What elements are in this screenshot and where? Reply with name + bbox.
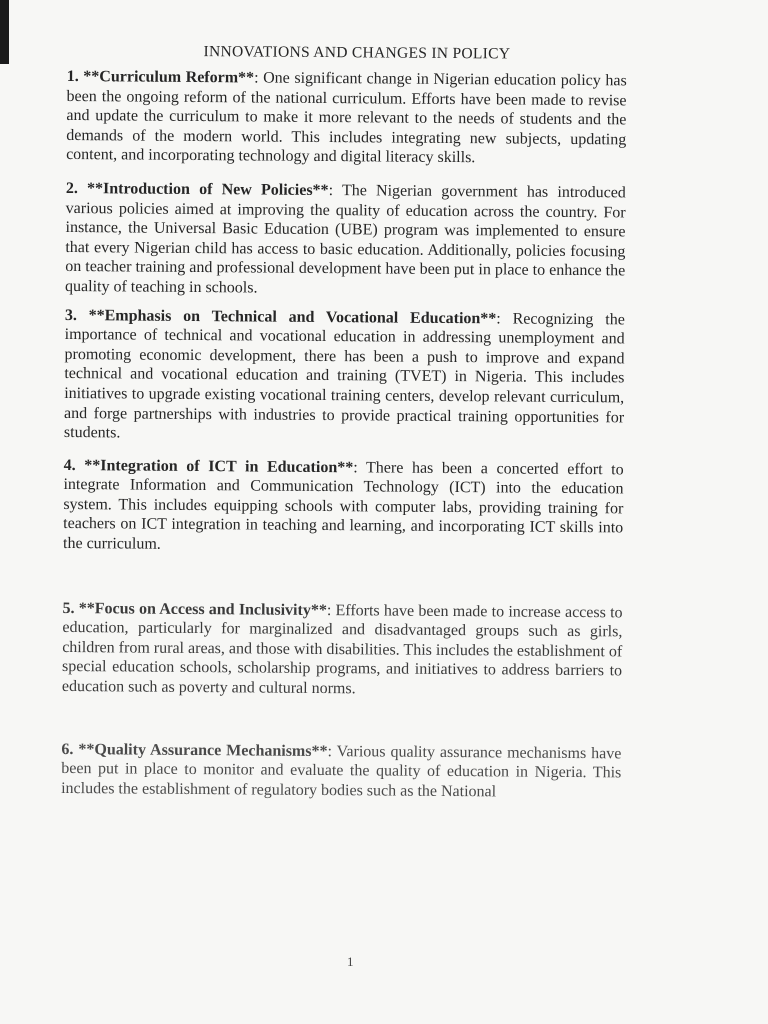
- section-heading: 1. **Curriculum Reform**: [66, 67, 255, 87]
- section-body: : Efforts have been made to increase access to education, particularly for marginalized and disadvantaged groups such as girls, children from rural areas, and those with disabilities. This includes the establishment of special education schools, scholarship programs, and initiatives to address barriers to education such as poverty and cultural norms.: [61, 601, 623, 698]
- page-number: 1: [347, 954, 354, 969]
- section-new-policies: [65, 179, 626, 301]
- section-body: : One significant change in Nigerian education policy has been the ongoing reform of the national curriculum. Efforts have been made to revise and update the curriculum to make it more relevant to the needs of students and the demands of the modern world. This includes integrating new subjects, updating content, and incorporating technology and digital literacy skills.: [66, 69, 627, 167]
- document-page: [61, 42, 627, 803]
- section-heading: 2. **Introduction of New Policies**: [65, 179, 329, 200]
- section-technical-vocational: [64, 306, 625, 448]
- section-heading: 5. **Focus on Access and Inclusivity**: [62, 599, 327, 619]
- section-body: : There has been a concerted effort to integrate Information and Communication Technology (ICT) into the education system. This includes equipping schools with computer labs, providing training for teachers on ICT integration in teaching and learning, and incorporating ICT skills into the curriculum.: [62, 458, 624, 553]
- section-body: : Various quality assurance mechanisms have been put in place to monitor and evaluate the quality of education in Nigeria. This includes the establishment of regulatory bodies such as the National: [61, 742, 622, 801]
- section-heading: 6. **Quality Assurance Mechanisms**: [61, 740, 328, 760]
- section-body: : The Nigerian government has introduced various policies aimed at improving the quality of education across the country. For instance, the Universal Basic Education (UBE) program was implemented to ensure that every Nigerian child has access to basic education. Additionally, policies focusing on teacher training and professional development have been put in place to enhance the quality of teaching in schools.: [65, 182, 626, 297]
- section-quality-assurance: [61, 740, 621, 803]
- section-ict-integration: [63, 456, 624, 558]
- section-curriculum-reform: [66, 67, 627, 169]
- document-title: INNOVATIONS AND CHANGES IN POLICY: [203, 43, 511, 63]
- section-heading: 4. **Integration of ICT in Education**: [63, 456, 354, 476]
- scan-edge-mark: [0, 0, 9, 64]
- section-access-inclusivity: [62, 599, 623, 701]
- section-heading: 3. **Emphasis on Technical and Vocational Education**: [64, 306, 497, 327]
- section-body: : Recognizing the importance of technical and vocational education in addressing unemployment and promoting economic development, there has been a push to improve and expand technical and vocational education and training (TVET) in Nigeria. This includes initiatives to upgrade existing vocational training centers, develop relevant curriculum, and forge partnerships with industries to provide practical training opportunities for students.: [63, 309, 625, 442]
